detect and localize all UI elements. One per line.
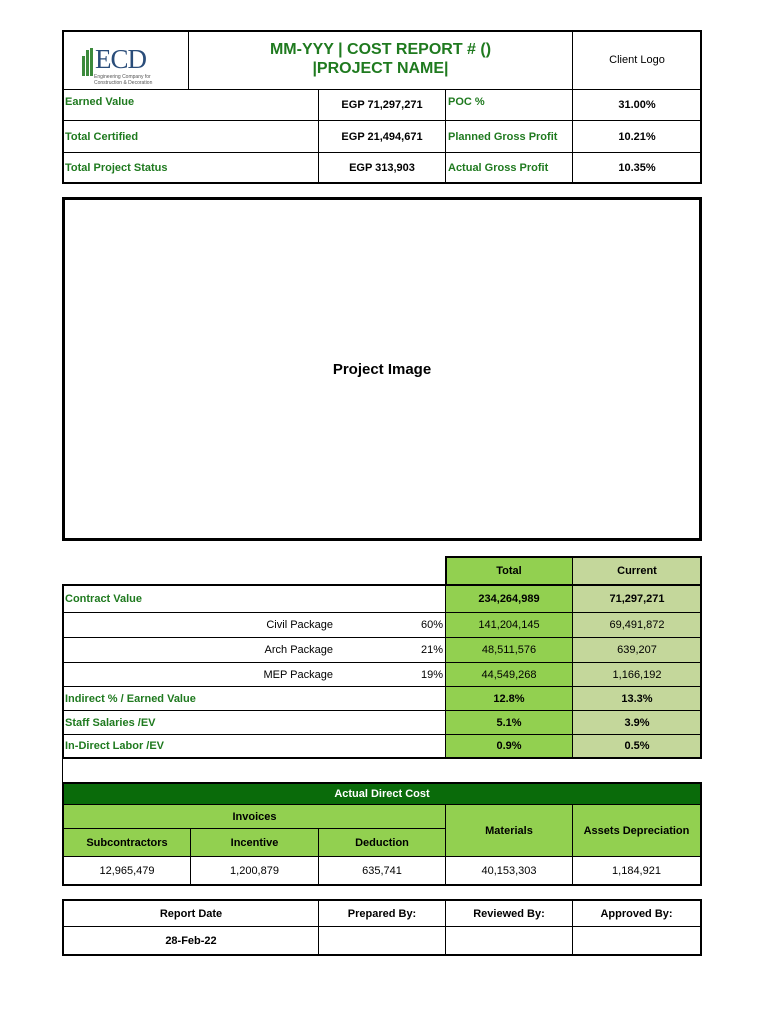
subcontractors-value: 12,965,479 bbox=[99, 865, 155, 877]
package-current: 639,207 bbox=[617, 644, 657, 656]
ratio-label: Staff Salaries /EV bbox=[65, 716, 156, 729]
company-logo bbox=[82, 44, 174, 84]
materials-value: 40,153,303 bbox=[481, 865, 537, 877]
building-bars-icon bbox=[82, 48, 96, 76]
incentive-value: 1,200,879 bbox=[230, 865, 279, 877]
logo-text: ECD bbox=[95, 44, 146, 74]
prepared-by-value bbox=[319, 927, 445, 954]
package-pct: 60% bbox=[420, 619, 443, 631]
direct-cost-title: Actual Direct Cost bbox=[64, 784, 700, 804]
package-current: 1,166,192 bbox=[612, 668, 662, 681]
report-title bbox=[189, 40, 572, 78]
logo-tagline: Engineering Company for Construction & Decoration bbox=[94, 74, 153, 86]
deduction-value: 635,741 bbox=[362, 865, 402, 877]
report-date-value: 28-Feb-22 bbox=[165, 934, 217, 947]
contract-value-label: Contract Value bbox=[65, 593, 143, 605]
earned-value: EGP 71,297,271 bbox=[341, 99, 423, 111]
incentive-header: Incentive bbox=[230, 836, 279, 849]
assets-depreciation-header: Assets Depreciation bbox=[583, 824, 690, 837]
ratio-label: Indirect % / Earned Value bbox=[65, 692, 196, 705]
report-date-label: Report Date bbox=[159, 907, 223, 920]
ratio-total: 5.1% bbox=[496, 716, 522, 729]
poc-label: POC % bbox=[448, 96, 485, 108]
ratio-total: 0.9% bbox=[496, 740, 522, 752]
total-certified-label: Total Certified bbox=[65, 130, 139, 143]
contract-value-total: 234,264,989 bbox=[478, 593, 540, 605]
invoices-header: Invoices bbox=[232, 810, 277, 823]
ratio-current: 0.5% bbox=[624, 740, 650, 752]
package-name: Civil Package bbox=[266, 619, 333, 631]
title-line-1: MM-YYY | COST REPORT # () bbox=[269, 41, 492, 58]
package-total: 48,511,576 bbox=[481, 644, 537, 656]
reviewed-by-label: Reviewed By: bbox=[473, 907, 545, 920]
approved-by-label: Approved By: bbox=[600, 907, 673, 920]
planned-gross-profit-value: 10.21% bbox=[618, 130, 656, 143]
ratio-label: In-Direct Labor /EV bbox=[65, 740, 165, 752]
approved-by-value bbox=[573, 927, 700, 954]
project-image-label: Project Image bbox=[332, 360, 432, 378]
title-line-2: |PROJECT NAME| bbox=[312, 60, 449, 77]
poc-value: 31.00% bbox=[618, 99, 656, 111]
deduction-header: Deduction bbox=[355, 836, 409, 849]
package-pct: 19% bbox=[420, 668, 443, 681]
actual-gross-profit-value: 10.35% bbox=[618, 161, 656, 174]
client-logo-placeholder: Client Logo bbox=[609, 54, 665, 66]
prepared-by-label: Prepared By: bbox=[347, 907, 417, 920]
current-header: Current bbox=[617, 564, 657, 577]
reviewed-by-value bbox=[446, 927, 572, 954]
contract-value-current: 71,297,271 bbox=[609, 593, 665, 605]
package-pct: 21% bbox=[420, 644, 443, 656]
actual-gross-profit-label: Actual Gross Profit bbox=[448, 161, 549, 174]
package-total: 44,549,268 bbox=[481, 668, 537, 681]
package-total: 141,204,145 bbox=[478, 619, 540, 631]
total-header: Total bbox=[496, 564, 522, 577]
earned-value-label: Earned Value bbox=[65, 96, 135, 108]
total-project-status-value: EGP 313,903 bbox=[349, 161, 415, 174]
materials-header: Materials bbox=[485, 824, 533, 837]
subcontractors-header: Subcontractors bbox=[86, 836, 168, 849]
ratio-current: 13.3% bbox=[621, 692, 653, 705]
package-name: Arch Package bbox=[264, 644, 333, 656]
ratio-current: 3.9% bbox=[624, 716, 650, 729]
project-image-placeholder bbox=[62, 197, 702, 541]
ratio-total: 12.8% bbox=[493, 692, 525, 705]
package-current: 69,491,872 bbox=[609, 619, 665, 631]
planned-gross-profit-label: Planned Gross Profit bbox=[448, 130, 558, 143]
total-certified-value: EGP 21,494,671 bbox=[341, 130, 423, 143]
total-project-status-label: Total Project Status bbox=[65, 161, 168, 174]
package-name: MEP Package bbox=[263, 668, 333, 681]
assets-depreciation-value: 1,184,921 bbox=[612, 865, 661, 877]
